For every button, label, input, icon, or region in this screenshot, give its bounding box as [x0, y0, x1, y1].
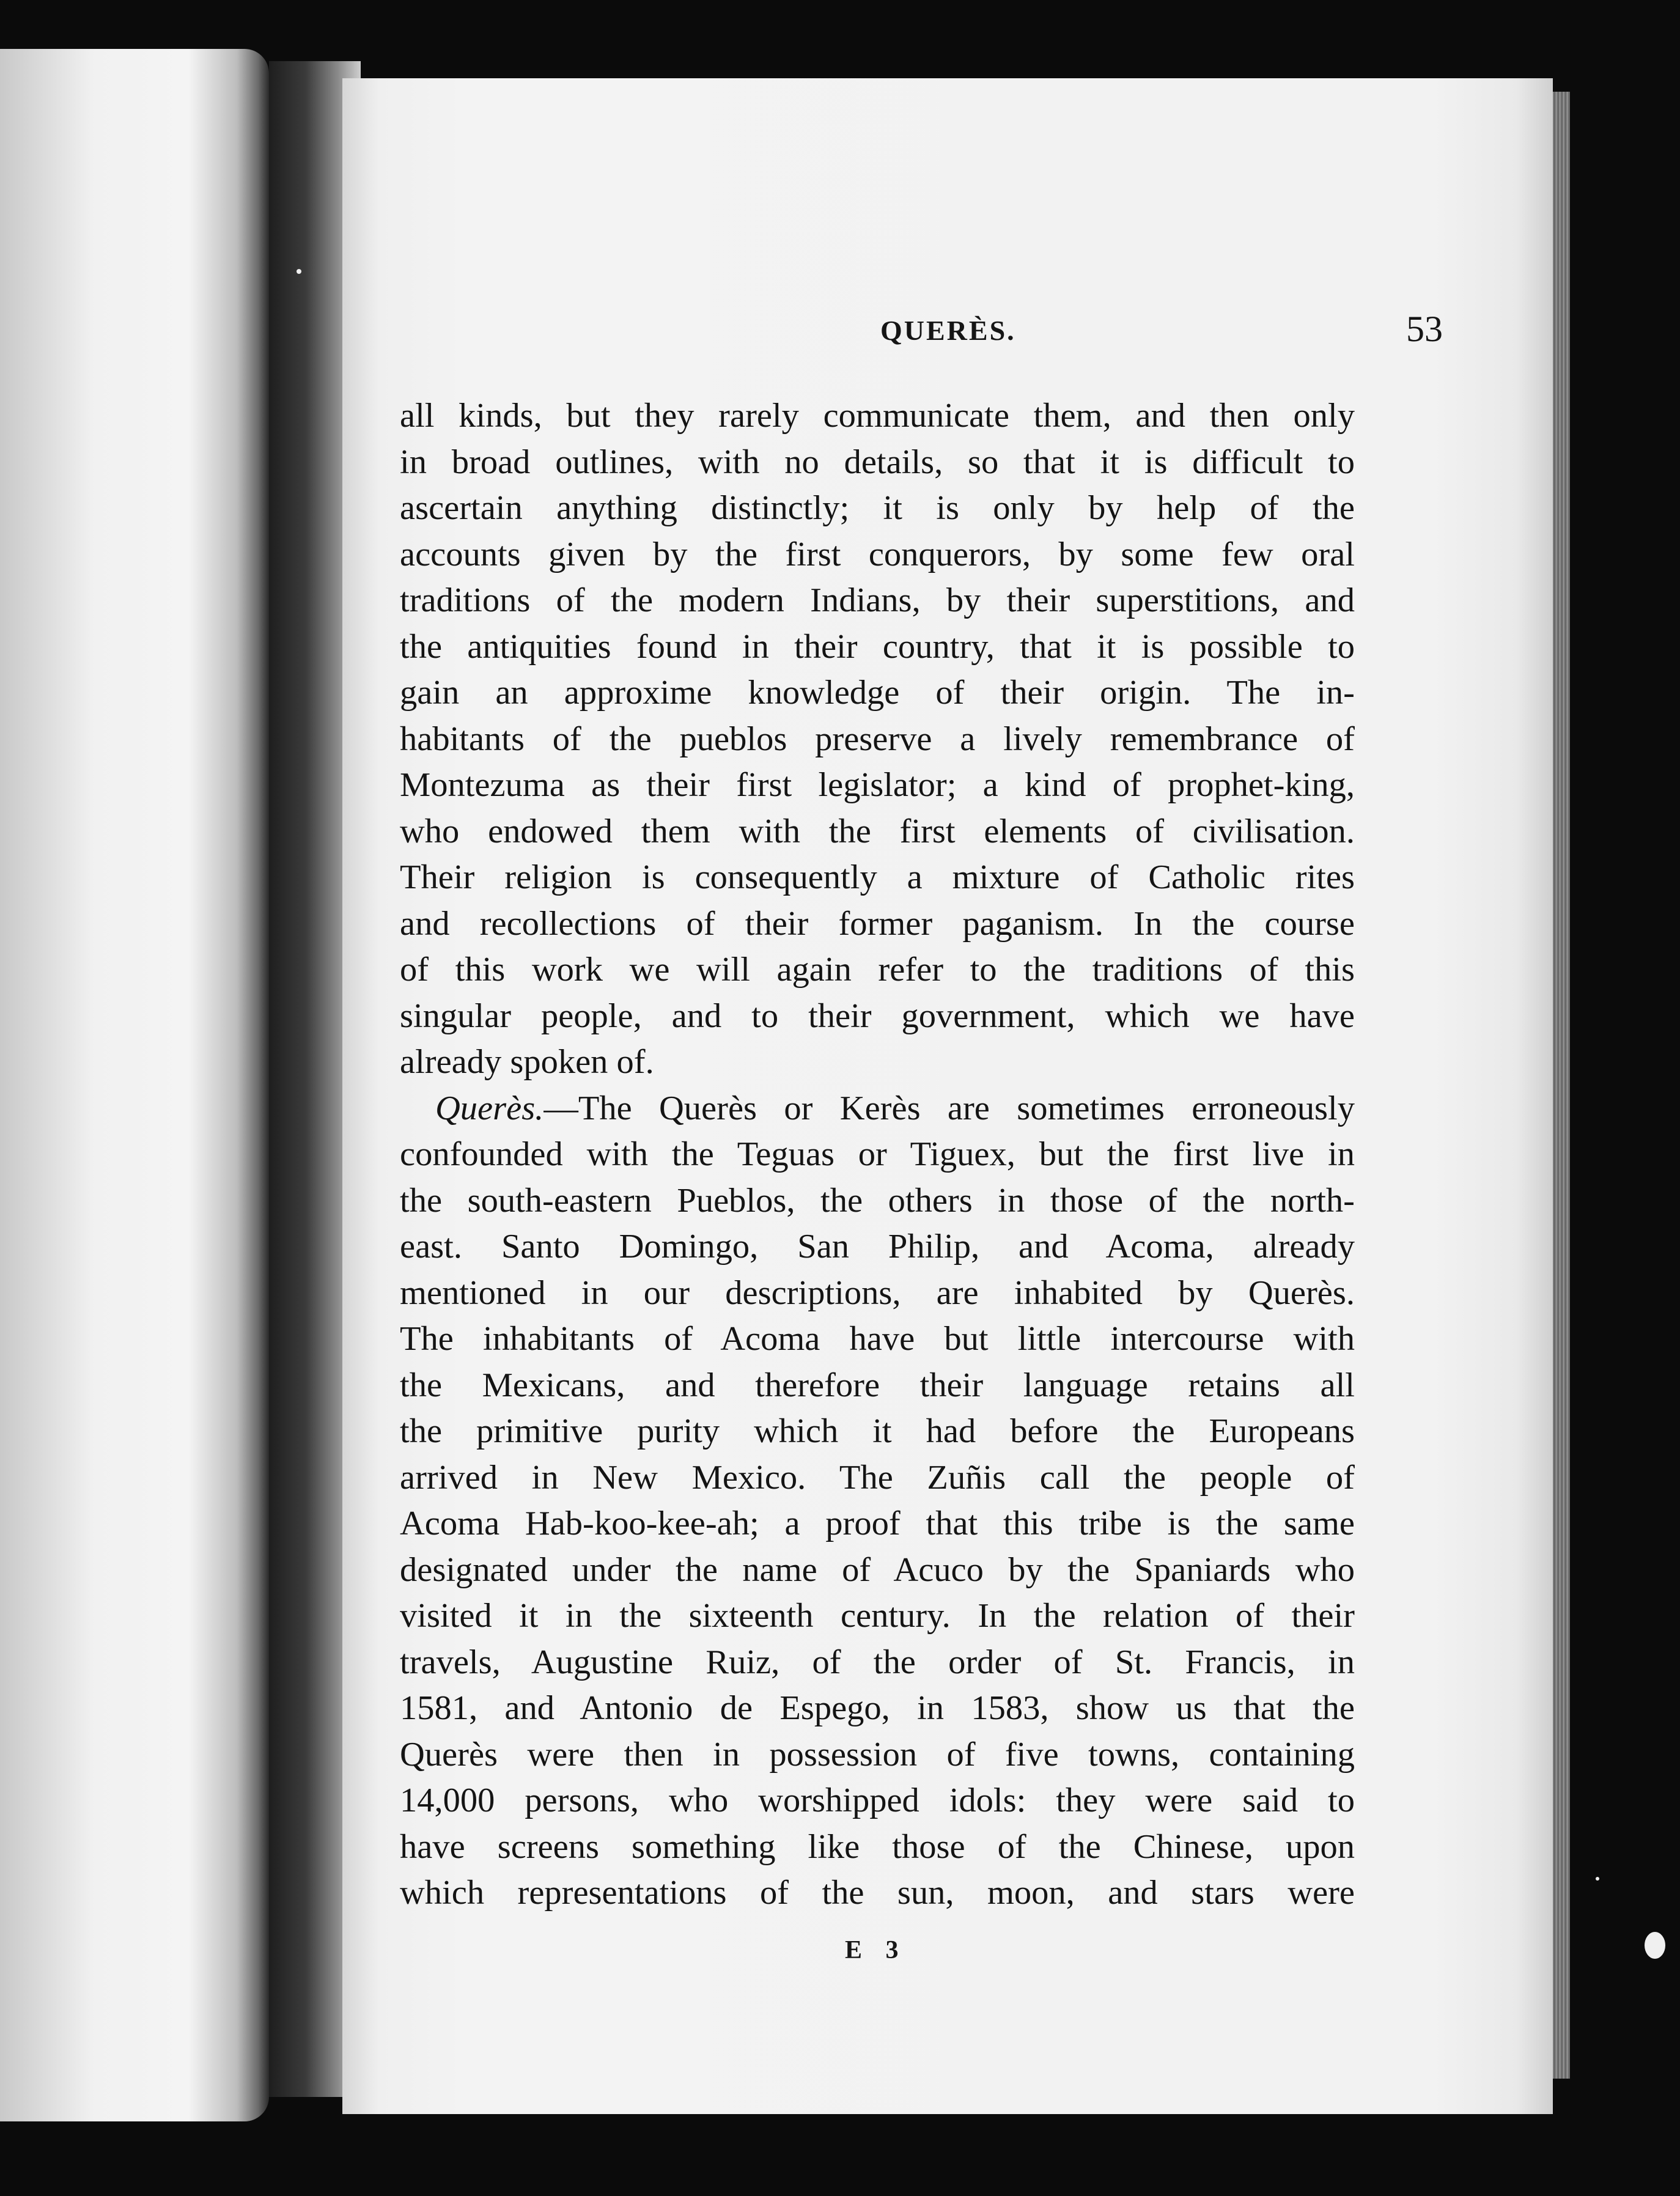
- text-line: habitants of the pueblos preserve a lively remembrance of: [400, 720, 1355, 758]
- book-page: [342, 78, 1553, 2114]
- dust-speck: [1645, 1932, 1665, 1959]
- text-line: accounts given by the first conquerors, by some few oral: [400, 535, 1355, 573]
- text-line: which representations of the sun, moon, and stars were: [400, 1874, 1355, 1912]
- section-lead-continuation: —The Querès or Kerès are sometimes erroneously: [543, 1089, 1355, 1127]
- text-line: Querès were then in possession of five towns, containing: [400, 1735, 1355, 1774]
- paragraph-1: [400, 393, 1355, 1086]
- section-lead: Querès.: [435, 1089, 544, 1127]
- text-line: The inhabitants of Acoma have but little intercourse with: [400, 1320, 1355, 1358]
- dust-speck: [1596, 1877, 1599, 1881]
- text-line: designated under the name of Acuco by the Spaniards who: [400, 1550, 1355, 1589]
- text-line: east. Santo Domingo, San Philip, and Acoma, already: [400, 1228, 1355, 1266]
- text-line: [400, 1086, 1355, 1132]
- signature-mark: E 3: [845, 1936, 907, 1964]
- text-line: traditions of the modern Indians, by their superstitions, and: [400, 581, 1355, 619]
- dust-speck: [297, 269, 301, 274]
- text-line: the Mexicans, and therefore their language retains all: [400, 1366, 1355, 1404]
- text-line: the primitive purity which it had before the Europeans: [400, 1412, 1355, 1450]
- body-text: [400, 393, 1355, 1917]
- text-line: the antiquities found in their country, that it is possible to: [400, 627, 1355, 666]
- text-line: mentioned in our descriptions, are inhabited by Querès.: [400, 1273, 1355, 1312]
- text-line: Acoma Hab-koo-kee-ah; a proof that this tribe is the same: [400, 1505, 1355, 1542]
- running-title: QUERÈS.: [880, 315, 1016, 346]
- text-line: gain an approxime knowledge of their origin. The in-: [400, 674, 1355, 712]
- text-line: ascertain anything distinctly; it is only by help of the: [400, 489, 1355, 527]
- text-line: visited it in the sixteenth century. In the relation of their: [400, 1597, 1355, 1635]
- text-line: all kinds, but they rarely communicate them, and then only: [400, 397, 1355, 435]
- text-line: confounded with the Teguas or Tiguex, but the first live in: [400, 1135, 1355, 1173]
- text-line: and recollections of their former paganism. In the course: [400, 904, 1355, 943]
- text-line: travels, Augustine Ruiz, of the order of St. Francis, in: [400, 1643, 1355, 1681]
- text-line: Their religion is consequently a mixture of Catholic rites: [400, 858, 1355, 896]
- facing-page-edge: [0, 49, 269, 2121]
- text-line: have screens something like those of the Chinese, upon: [400, 1827, 1355, 1866]
- text-line: the south-eastern Pueblos, the others in those of the north-: [400, 1181, 1355, 1220]
- page-edges: [1553, 92, 1570, 2079]
- text-line: already spoken of.: [400, 1043, 654, 1081]
- text-line: singular people, and to their government, which we have: [400, 997, 1355, 1035]
- text-line: 14,000 persons, who worshipped idols: they were said to: [400, 1781, 1355, 1819]
- text-line: 1581, and Antonio de Espego, in 1583, show us that the: [400, 1689, 1355, 1727]
- text-line: in broad outlines, with no details, so that it is difficult to: [400, 443, 1355, 481]
- text-line: of this work we will again refer to the traditions of this: [400, 951, 1355, 989]
- text-line: who endowed them with the first elements of civilisation.: [400, 812, 1355, 850]
- page-number: 53: [1406, 309, 1443, 349]
- paragraph-2: [400, 1086, 1355, 1917]
- running-head: [342, 309, 1553, 363]
- text-line: Montezuma as their first legislator; a kind of prophet-king,: [400, 766, 1355, 804]
- text-line: arrived in New Mexico. The Zuñis call the people of: [400, 1458, 1355, 1497]
